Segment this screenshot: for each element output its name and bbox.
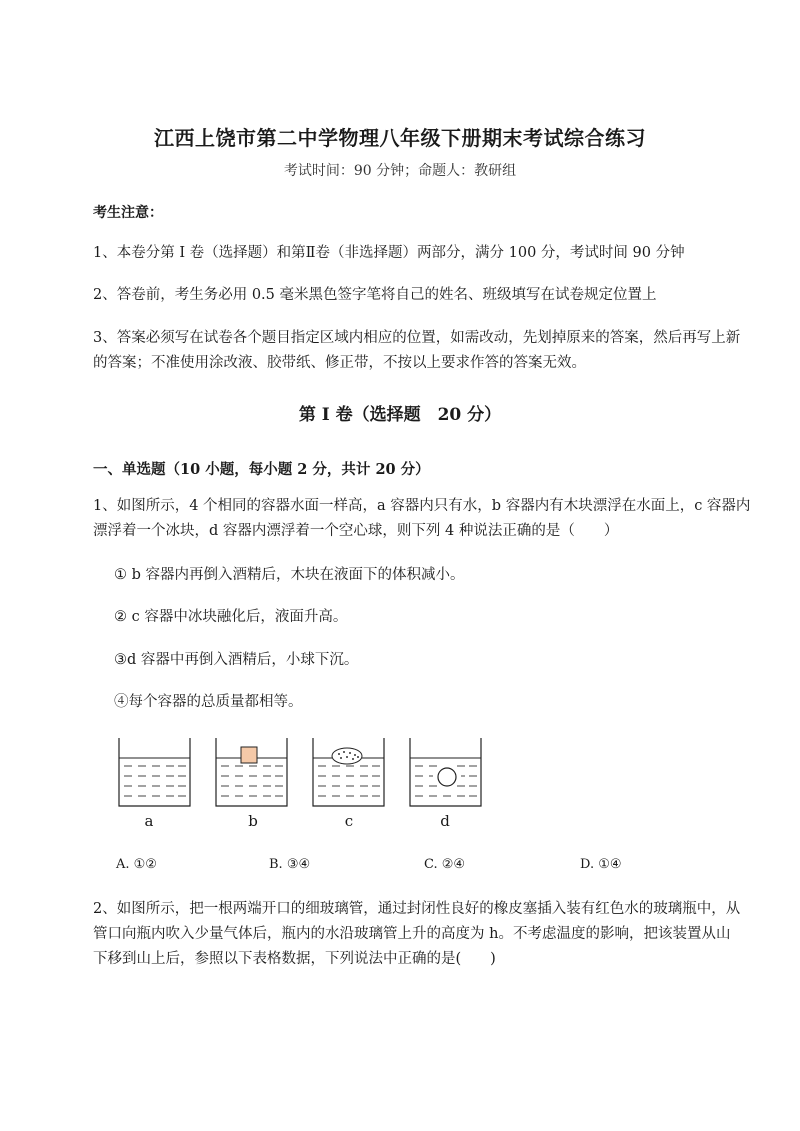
q1-statement-2: ② c 容器中冰块融化后，液面升高。: [114, 609, 348, 625]
hollow-ball: [438, 768, 456, 786]
container-label-a: a: [144, 812, 154, 830]
question-group-heading: 一、单选题（10 小题，每小题 2 分，共计 20 分）: [93, 461, 430, 478]
container-d: [410, 738, 481, 806]
wood-block: [241, 747, 257, 763]
q2-stem-line-1: 2、如图所示，把一根两端开口的细玻璃管，通过封闭性良好的橡皮塞插入装有红色水的玻璃瓶中，从: [93, 901, 741, 917]
notice-item-2: 2、答卷前，考生务必用 0.5 毫米黑色签字笔将自己的姓名、班级填写在试卷规定位置上: [93, 287, 657, 303]
q2-stem-line-2: 管口向瓶内吹入少量气体后，瓶内的水沿玻璃管上升的高度为 h。不考虑温度的影响，把该装置从山: [93, 926, 731, 942]
q1-option-c[interactable]: C. ②④: [424, 857, 466, 872]
container-a: [119, 738, 190, 806]
notice-item-1: 1、本卷分第 I 卷（选择题）和第Ⅱ卷（非选择题）两部分，满分 100 分，考试时间 90 分钟: [93, 245, 685, 261]
q1-statement-3: ③d 容器中再倒入酒精后，小球下沉。: [114, 652, 359, 668]
q1-option-d[interactable]: D. ①④: [580, 857, 622, 872]
q1-option-b[interactable]: B. ③④: [269, 857, 311, 872]
document-title: 江西上饶市第二中学物理八年级下册期末考试综合练习: [154, 126, 646, 150]
q1-stem-line-1: 1、如图所示，4 个相同的容器水面一样高，a 容器内只有水，b 容器内有木块漂浮在水面上，c 容器内: [93, 498, 751, 514]
notice-item-3-line-1: 3、答案必须写在试卷各个题目指定区域内相应的位置，如需改动，先划掉原来的答案，然后再写上新: [93, 330, 741, 346]
containers-figure: [112, 736, 492, 808]
exam-info: 考试时间：90 分钟；命题人：教研组: [283, 163, 517, 179]
container-label-d: d: [440, 812, 450, 830]
q1-statement-1: ① b 容器内再倒入酒精后，木块在液面下的体积减小。: [114, 567, 465, 583]
container-label-b: b: [248, 812, 258, 830]
notice-heading: 考生注意：: [93, 205, 163, 221]
q2-stem-line-3: 下移到山上后，参照以下表格数据，下列说法中正确的是( ): [93, 951, 496, 967]
q1-statement-4: ④每个容器的总质量都相等。: [114, 694, 303, 710]
q1-option-a[interactable]: A. ①②: [116, 857, 157, 872]
container-label-c: c: [344, 812, 354, 830]
container-c: [313, 738, 384, 806]
q1-stem-line-2: 漂浮着一个冰块，d 容器内漂浮着一个空心球，则下列 4 种说法正确的是（ ）: [93, 523, 619, 539]
container-b: [216, 738, 287, 806]
notice-item-3-line-2: 的答案；不准使用涂改液、胶带纸、修正带，不按以上要求作答的答案无效。: [93, 355, 586, 371]
section-title: 第 I 卷（选择题 20 分）: [298, 405, 502, 425]
